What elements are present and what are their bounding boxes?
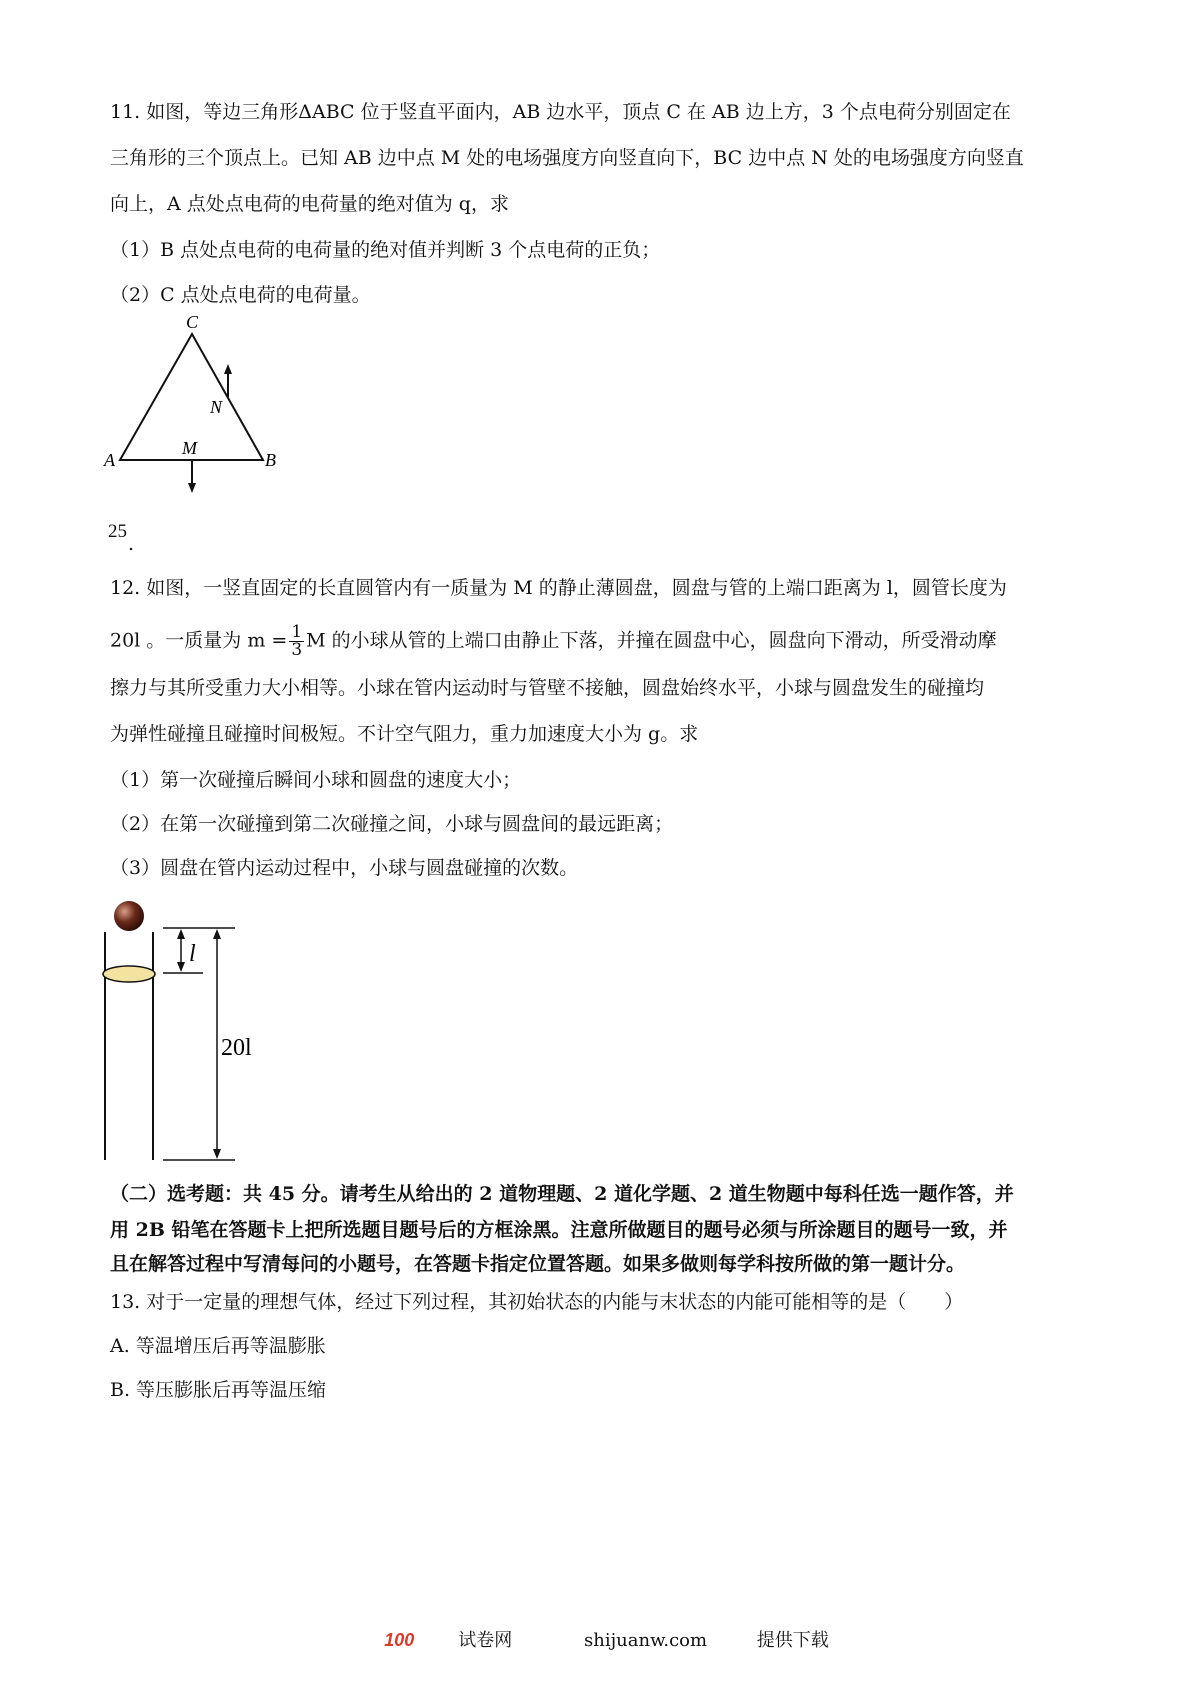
q12-line-2b: M 的小球从管的上端口由静止下落，并撞在圆盘中心，圆盘向下滑动，所受滑动摩	[306, 629, 997, 652]
q12-line-1: 12. 如图，一竖直固定的长直圆管内有一质量为 M 的静止薄圆盘，圆盘与管的上端口距离为 l，圆管长度为	[110, 577, 1007, 599]
fraction-one-third	[289, 624, 304, 659]
fraction-num: 1	[291, 622, 303, 642]
q11-line-3: 向上，A 点处点电荷的电荷量的绝对值为 q，求	[110, 193, 509, 215]
footer-brand[interactable]	[362, 1630, 534, 1651]
page-mark-25: 25	[108, 521, 127, 542]
l-label: l	[189, 941, 196, 967]
section2-line-1: （二）选考题：共 45 分。请考生从给出的 2 道物理题、2 道化学题、2 道生物题中每科任选一题作答，并	[110, 1183, 1014, 1205]
page-mark-dot: .	[128, 533, 135, 555]
q11-line-2: 三角形的三个顶点上。已知 AB 边中点 M 处的电场强度方向竖直向下，BC 边中点 N 处的电场强度方向竖直	[110, 147, 1024, 169]
section2-line-2: 用 2B 铅笔在答题卡上把所选题目题号后的方框涂黑。注意所做题目的题号必须与所涂题目的题号一致，并	[110, 1219, 1008, 1241]
q13-stem: 13. 对于一定量的理想气体，经过下列过程，其初始状态的内能与末状态的内能可能相等的是（ ）	[110, 1291, 964, 1313]
tube-figure	[95, 895, 295, 1170]
disk	[103, 966, 155, 982]
q12-line-2	[110, 624, 997, 659]
section2-line-3: 且在解答过程中写清每问的小题号，在答题卡指定位置答题。如果多做则每学科按所做的第一题计分。	[110, 1253, 966, 1275]
footer-url[interactable]: shijuanw.com	[583, 1630, 708, 1651]
label-b: B	[265, 450, 276, 470]
l-arrow-bottom	[177, 962, 185, 972]
arrowhead-m	[188, 483, 196, 493]
length-label: 20l	[221, 1035, 252, 1061]
q11-part-1: （1）B 点处点电荷的电荷量的绝对值并判断 3 个点电荷的正负；	[110, 239, 661, 261]
arrowhead-n	[224, 364, 232, 374]
l-arrow-top	[177, 929, 185, 939]
footer-site-name: 试卷网	[458, 1630, 513, 1651]
q13-option-b: B. 等压膨胀后再等温压缩	[110, 1379, 327, 1401]
q11-line-1: 11. 如图，等边三角形ΔABC 位于竖直平面内，AB 边水平，顶点 C 在 AB 边上方，3 个点电荷分别固定在	[110, 101, 1011, 123]
q12-line-3: 擦力与其所受重力大小相等。小球在管内运动时与管壁不接触，圆盘始终水平，小球与圆盘发生的碰撞均	[110, 677, 985, 699]
label-m: M	[182, 438, 197, 458]
triangle-figure	[100, 312, 300, 502]
q13-option-a: A. 等温增压后再等温膨胀	[110, 1335, 326, 1357]
q12-line-4: 为弹性碰撞且碰撞时间极短。不计空气阻力，重力加速度大小为 g。求	[110, 723, 699, 745]
footer-download: 提供下载	[756, 1630, 829, 1651]
length-arrow-top	[213, 929, 221, 939]
length-arrow-bottom	[213, 1149, 221, 1159]
q12-part-2: （2）在第一次碰撞到第二次碰撞之间，小球与圆盘间的最远距离；	[110, 813, 674, 835]
label-c: C	[186, 312, 199, 332]
label-n: N	[210, 397, 223, 417]
q12-line-2a: 20l 。一质量为 m =	[110, 629, 288, 652]
label-a: A	[104, 450, 115, 470]
q12-part-1: （1）第一次碰撞后瞬间小球和圆盘的速度大小；	[110, 769, 522, 791]
page-footer	[0, 1626, 1191, 1652]
fraction-den: 3	[291, 640, 303, 660]
q11-part-2: （2）C 点处点电荷的电荷量。	[110, 284, 371, 306]
logo-100: 100	[384, 1630, 415, 1650]
q12-part-3: （3）圆盘在管内运动过程中，小球与圆盘碰撞的次数。	[110, 857, 579, 879]
ball	[114, 901, 144, 931]
